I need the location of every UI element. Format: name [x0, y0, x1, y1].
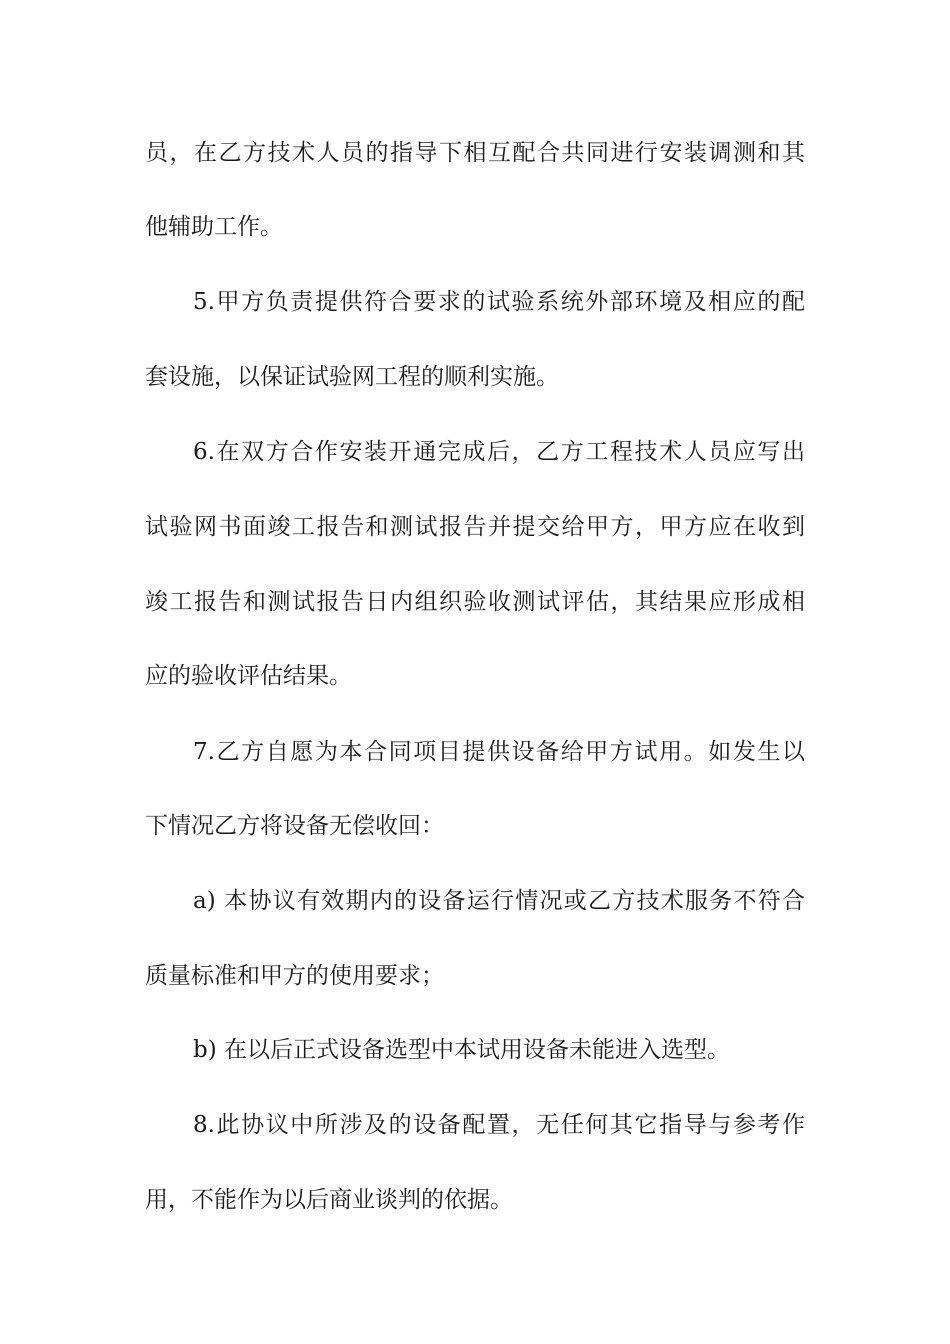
text-line: b) 在以后正式设备选型中本试用设备未能进入选型。	[193, 1037, 731, 1063]
text-line: 6.在双方合作安装开通完成后，乙方工程技术人员应写出	[193, 439, 805, 465]
text-line: 下情况乙方将设备无偿收回：	[145, 813, 444, 839]
text-line: 5.甲方负责提供符合要求的试验系统外部环境及相应的配	[193, 289, 805, 315]
text-line: 他辅助工作。	[145, 214, 283, 240]
text-line: 8.此协议中所涉及的设备配置，无任何其它指导与参考作	[193, 1112, 805, 1138]
text-line: 7.乙方自愿为本合同项目提供设备给甲方试用。如发生以	[193, 739, 805, 765]
text-line: 应的验收评估结果。	[145, 663, 352, 689]
text-line: a) 本协议有效期内的设备运行情况或乙方技术服务不符合	[193, 888, 805, 914]
text-line: 质量标准和甲方的使用要求；	[145, 963, 444, 989]
text-line: 竣工报告和测试报告日内组织验收测试评估，其结果应形成相	[145, 589, 805, 615]
text-line: 试验网书面竣工报告和测试报告并提交给甲方，甲方应在收到	[145, 514, 805, 540]
text-line: 员，在乙方技术人员的指导下相互配合共同进行安装调测和其	[145, 140, 805, 166]
text-line: 用，不能作为以后商业谈判的依据。	[145, 1187, 513, 1213]
text-line: 套设施，以保证试验网工程的顺利实施。	[145, 364, 559, 390]
